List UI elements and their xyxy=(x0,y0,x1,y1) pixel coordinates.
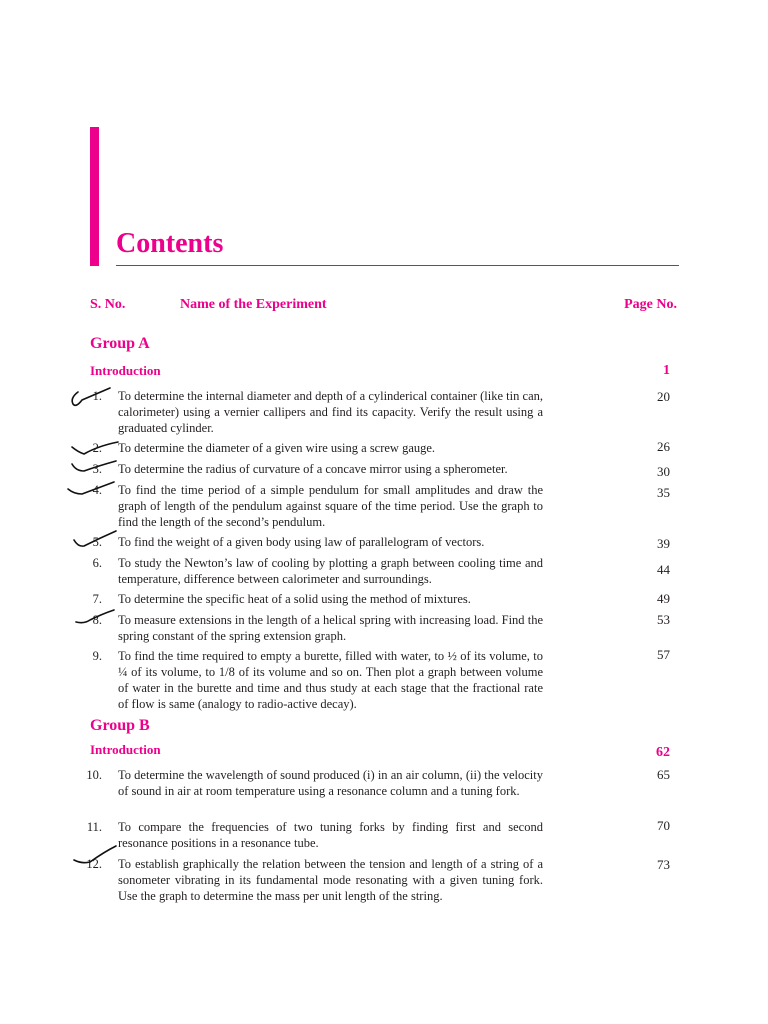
item-description: To study the Newton’s law of cooling by plotting a graph between cooling time and temperature, difference between calorimeter and surroundings. xyxy=(118,556,543,586)
check-mark-icon xyxy=(72,461,116,471)
item-number: 5. xyxy=(92,535,102,549)
group-a-intro: Introduction xyxy=(90,363,161,378)
item-page: 53 xyxy=(657,612,670,627)
group-b-heading: Group B xyxy=(90,717,150,734)
item-page: 39 xyxy=(657,536,670,551)
item-number: 11. xyxy=(86,820,102,834)
check-mark-icon xyxy=(74,846,116,863)
check-mark-icon xyxy=(72,388,110,405)
item-page: 65 xyxy=(657,767,670,782)
item-page: 35 xyxy=(657,485,670,500)
item-description: To measure extensions in the length of a helical spring with increasing load. Find the spring constant of the spring extension graph. xyxy=(118,613,543,643)
item-number: 6. xyxy=(92,556,102,570)
item-number: 12. xyxy=(86,857,102,871)
column-header-sno: S. No. xyxy=(90,297,126,312)
item-page: 30 xyxy=(657,464,670,479)
item-description: To determine the diameter of a given wire using a screw gauge. xyxy=(118,441,436,455)
check-mark-icon xyxy=(68,482,114,494)
item-number: 2. xyxy=(92,441,102,455)
item-number: 10. xyxy=(86,768,102,782)
item-description: To compare the frequencies of two tuning forks by finding first and second resonance positions in a resonance tube. xyxy=(118,820,543,850)
item-number: 4. xyxy=(92,483,102,497)
group-b-intro-page: 62 xyxy=(656,745,670,760)
check-mark-icon xyxy=(72,442,118,454)
column-header-name: Name of the Experiment xyxy=(180,297,327,312)
group-a-intro-page: 1 xyxy=(663,363,670,378)
group-a-heading: Group A xyxy=(90,335,150,352)
group-b-intro: Introduction xyxy=(90,742,161,757)
check-mark-icon xyxy=(76,610,114,623)
item-description: To find the time required to empty a burette, filled with water, to ½ of its volume, to ¼ of its volume, to 1/8 of its volume and so on. Then plot a graph between volume of water in the burette and time and thus study at each stage that the fractional rate of flow is same (analogy to radio-active decay). xyxy=(118,649,543,711)
item-page: 20 xyxy=(657,389,670,404)
check-mark-icon xyxy=(74,531,116,546)
item-page: 73 xyxy=(657,857,670,872)
item-page: 44 xyxy=(657,562,670,577)
item-description: To determine the radius of curvature of a concave mirror using a spherometer. xyxy=(118,462,508,476)
item-description: To determine the wavelength of sound produced (i) in an air column, (ii) the velocity of sound in air at room temperature using a resonance column and a tuning fork. xyxy=(118,768,543,798)
column-header-page: Page No. xyxy=(624,297,677,312)
item-page: 57 xyxy=(657,647,670,662)
item-description: To find the weight of a given body using law of parallelogram of vectors. xyxy=(118,535,485,549)
item-page: 70 xyxy=(657,818,670,833)
item-description: To find the time period of a simple pendulum for small amplitudes and draw the graph of length of the pendulum against square of the time period. Use the graph to find the length of the second’s pendulum. xyxy=(118,483,543,529)
item-number: 9. xyxy=(92,649,102,663)
page-title: Contents xyxy=(116,228,224,259)
item-number: 7. xyxy=(92,592,102,606)
item-number: 8. xyxy=(92,613,102,627)
item-page: 26 xyxy=(657,439,670,454)
item-description: To determine the internal diameter and depth of a cylinderical container (like tin can, calorimeter) using a vernier callipers and find its capacity. Verify the result using a graduated cylinder. xyxy=(118,389,543,435)
item-number: 1. xyxy=(92,389,102,403)
item-description: To establish graphically the relation between the tension and length of a string of a sonometer vibrating in its fundamental mode resonating with a given tuning fork. Use the graph to determine the mass per unit length of the string. xyxy=(118,857,543,903)
item-number: 3. xyxy=(92,462,102,476)
item-page: 49 xyxy=(657,591,670,606)
item-description: To determine the specific heat of a solid using the method of mixtures. xyxy=(118,592,471,606)
